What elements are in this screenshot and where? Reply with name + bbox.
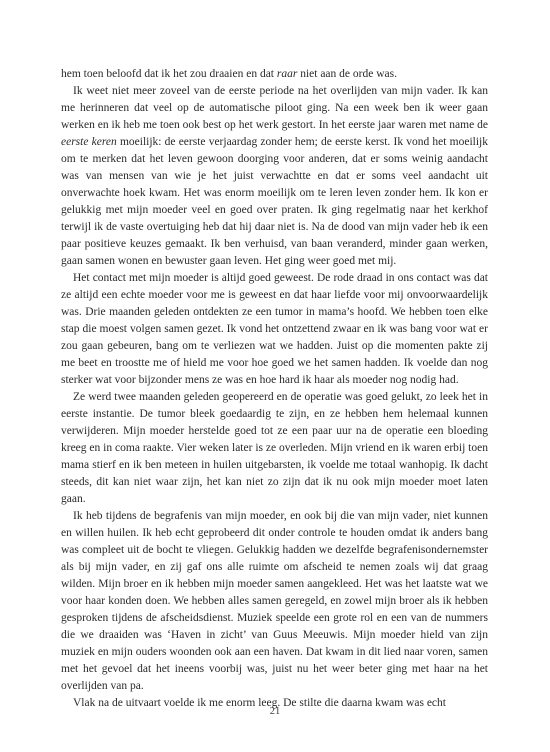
paragraph [61, 83, 488, 270]
paragraph-text: Ik weet niet meer zoveel van de eerste periode na het overlijden van mijn vader. Ik kan me herinneren dat veel op de automatische piloot ging. Na een week ben ik weer gaan werken en ik heb me toen ook best op het werk gestort. In het eerste jaar waren met name de [61, 85, 488, 131]
paragraph-text: niet aan de orde was. [297, 68, 397, 80]
paragraph [61, 66, 488, 83]
page-number: 21 [269, 706, 281, 717]
paragraph: Ze werd twee maanden geleden geopereerd en de operatie was goed gelukt, zo leek het in eerste instantie. De tumor bleek goedaardig te zijn, en ze hebben hem helemaal kunnen verwijderen. Mijn moeder herstelde goed tot ze een paar uur na de operatie een bloeding kreeg en in coma raakte. Vier weken later is ze overleden. Mijn vriend en ik waren erbij toen mama stierf en ik ben meteen in huilen uitgebarsten, ik voelde me totaal wanhopig. Ik dacht steeds, dit kan niet waar zijn, het kan niet zo zijn dat ik nu ook mijn moeder moet laten gaan. [61, 391, 488, 505]
paragraph-text: moeilijk: de eerste verjaardag zonder hem; de eerste kerst. Ik vond het moeilijk om te merken dat het leven gewoon doorging voor anderen, dat er soms weinig aandacht was van mensen van wie je het juist verwachtte en dat er soms veel aandacht uit onverwachte hoek kwam. Het was enorm moeilijk om te leren leven zonder hem. Ik kon er gelukkig met mijn moeder veel en goed over praten. Ik ging regelmatig naar het kerkhof terwijl ik de vaste overtuiging heb dat hij daar niet is. Na de dood van mijn vader heb ik een paar positieve keuzes gemaakt. Ik ben verhuisd, van baan veranderd, minder gaan werken, gaan samen wonen en bewuster gaan leven. Het ging weer goed met mij. [61, 136, 488, 267]
body-text [61, 66, 488, 712]
paragraph-text: hem toen beloofd dat ik het zou draaien en dat [61, 68, 277, 80]
paragraph: Het contact met mijn moeder is altijd goed geweest. De rode draad in ons contact was dat ze altijd een echte moeder voor me is geweest en dat haar liefde voor mij onvoorwaardelijk was. Drie maanden geleden ontdekten ze een tumor in mama’s hoofd. We hebben toen elke stap die moest volgen samen gezet. Ik vond het ontzettend zwaar en ik was bang voor wat er zou gaan gebeuren, bang om te verliezen wat we hadden. Juist op die momenten pakte zij me beet en troostte me of hield me voor hoe goed we het samen hadden. Ik voelde dan nog sterker wat voor bijzonder mens ze was en hoe hard ik haar als moeder nog nodig had. [61, 272, 488, 386]
paragraph: Ik heb tijdens de begrafenis van mijn moeder, en ook bij die van mijn vader, niet kunnen en willen huilen. Ik heb echt geprobeerd dit onder controle te houden omdat ik anders bang was compleet uit de bocht te vliegen. Gelukkig hadden we dezelfde begrafenisondernemster als bij mijn vader, en zij gaf ons alle ruimte om afscheid te nemen zoals wij dat graag wilden. Mijn broer en ik hebben mijn moeder samen aangekleed. Het was het laatste wat we voor haar konden doen. We hebben alles samen geregeld, en zowel mijn broer als ik hebben gesproken tijdens de afscheidsdienst. Muziek speelde een grote rol en een van de nummers die we draaiden was ‘Haven in zicht’ van Guus Meeuwis. Mijn moeder hield van zijn muziek en mijn ouders woonden ook aan een haven. Dat kwam in dit lied naar voren, samen met het gevoel dat het ineens voorbij was, juist nu het weer beter ging met haar na het overlijden van pa. [61, 510, 488, 692]
paragraph: Vlak na de uitvaart voelde ik me enorm leeg. De stilte die daarna kwam was echt [73, 697, 446, 709]
italic-text: raar [276, 68, 298, 80]
italic-text: eerste keren [61, 136, 117, 148]
